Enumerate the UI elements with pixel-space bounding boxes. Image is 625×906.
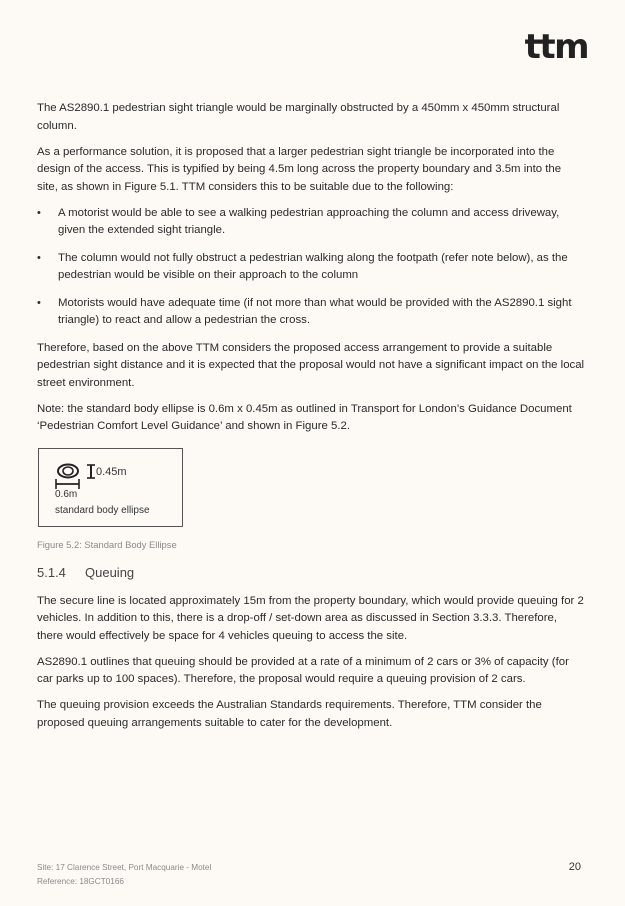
width-label: 0.45m (96, 465, 127, 478)
bullet-list (37, 205, 585, 330)
section-heading (37, 565, 585, 581)
paragraph-queuing-conclusion: The queuing provision exceeds the Australian Standards requirements. Therefore, TTM consider the proposed queuing arrangements suitable to cater for the development. (37, 699, 542, 729)
figure-caption: Figure 5.2: Standard Body Ellipse (37, 538, 177, 550)
page-content (37, 100, 585, 741)
footer-reference: Reference: 18GCT0166 (37, 877, 124, 886)
depth-label: 0.6m (55, 488, 78, 500)
body-ellipse-figure (38, 448, 183, 527)
body-ellipse-inner (63, 467, 73, 475)
page-number: 20 (568, 861, 581, 873)
footer-site: Site: 17 Clarence Street, Port Macquarie - Motel (37, 863, 212, 872)
page-footer (37, 861, 211, 889)
paragraph-conclusion: Therefore, based on the above TTM considers the proposed access arrangement to provide a suitable pedestrian sight distance and it is expected that the proposal would not have a significant impact on the local street environment. (37, 341, 585, 389)
paragraph-note: Note: the standard body ellipse is 0.6m x 0.45m as outlined in Transport for London’s Guidance Document ‘Pedestrian Comfort Level Guidance’ and shown in Figure 5.2. (37, 402, 572, 432)
ttm-logo: ttm (524, 27, 588, 67)
figure-inner-caption: standard body ellipse (55, 504, 150, 516)
paragraph-queuing-rate: AS2890.1 outlines that queuing should be provided at a rate of a minimum of 2 cars or 3% of capacity (for car parks up to 100 spaces). Therefore, the proposal would require a queuing provision of 2 cars. (37, 655, 569, 685)
paragraph-sight-triangle: The AS2890.1 pedestrian sight triangle would be marginally obstructed by a 450mm x 450mm structural column. (37, 102, 560, 132)
bullet-item: • A motorist would be able to see a walking pedestrian approaching the column and access driveway, given the extended sight triangle. (37, 205, 585, 240)
bullet-item: • Motorists would have adequate time (if not more than what would be provided with the AS2890.1 sight triangle) to react and allow a pedestrian the cross. (37, 295, 585, 330)
bullet-item: • The column would not fully obstruct a pedestrian walking along the footpath (refer note below), as the pedestrian would be visible on their approach to the column (37, 250, 585, 285)
paragraph-secure-line: The secure line is located approximately 15m from the property boundary, which would provide queuing for 2 vehicles. In addition to this, there is a drop-off / set-down area as discussed in Section 3.3.3. Therefore, there would effectively be space for 4 vehicles queuing to access the site. (37, 594, 584, 642)
section-number: 5.1.4 (37, 564, 66, 580)
paragraph-performance-solution: As a performance solution, it is proposed that a larger pedestrian sight triangle be incorporated into the design of the access. This is typified by being 4.5m long across the property boundary and 3.5m into the site, as shown in Figure 5.1. TTM considers this to be suitable due to the following: (37, 145, 562, 193)
section-title: Queuing (85, 564, 135, 580)
